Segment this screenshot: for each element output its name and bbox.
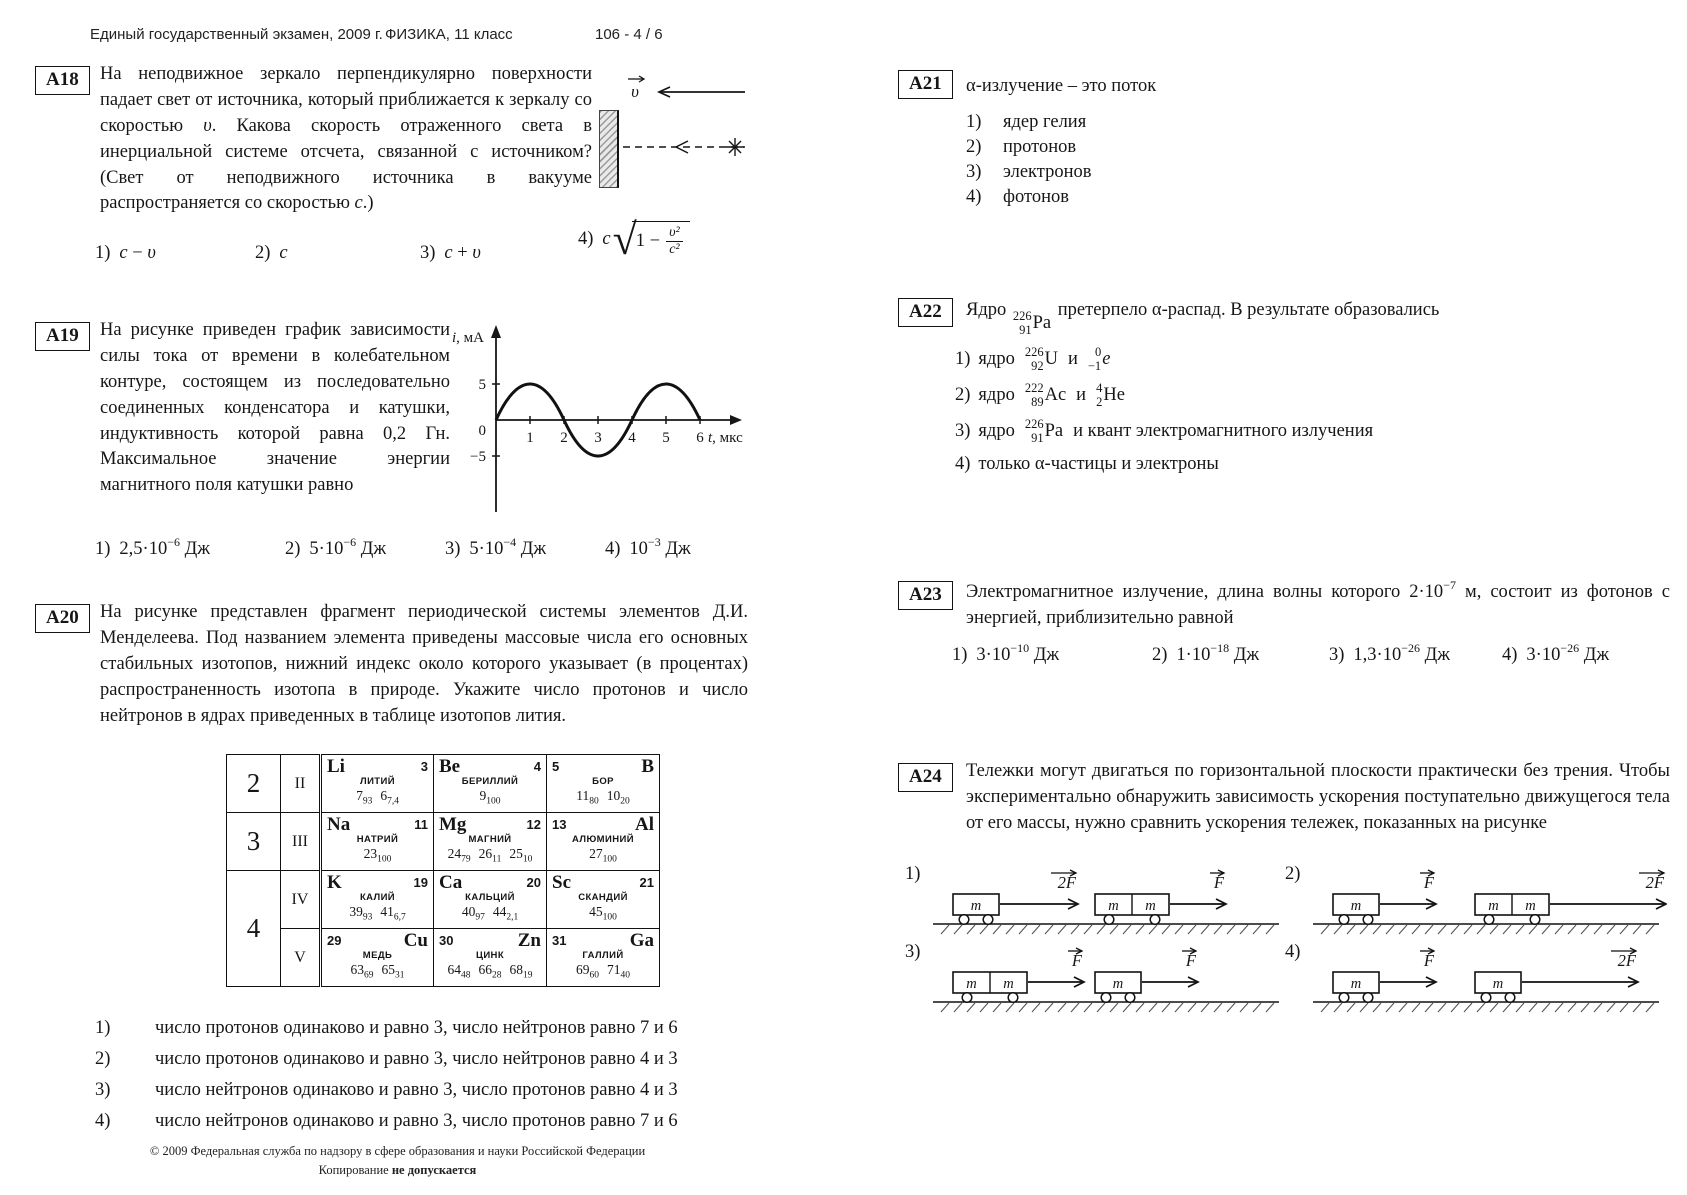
isotope-entry: $23_{100}$: [363, 846, 392, 865]
answer-option: 1) $3\cdot 10^{-10}$ Дж: [952, 641, 1060, 666]
period-number: 4: [227, 871, 281, 987]
force-label: F: [1071, 951, 1082, 970]
element-cell-be: [434, 755, 547, 813]
row-group-label: III: [281, 813, 321, 871]
isotope-entry: $25_{10}$: [509, 846, 533, 865]
answer-option: 1) ядро 226 92 U и 0 −1 e: [955, 345, 1111, 373]
element-symbol: Be: [439, 756, 461, 777]
isotope-entry: $9_{100}$: [479, 788, 501, 807]
velocity-label: υ: [631, 82, 639, 101]
a18-figure: [595, 66, 760, 211]
answer-option: 3) $1,3\cdot 10^{-26}$ Дж: [1329, 641, 1451, 666]
element-name: КАЛИЙ: [359, 892, 396, 903]
isotope-entry: $11_{80}$: [576, 788, 599, 807]
period-number: 2: [227, 755, 281, 813]
answer-option: 3) $5\cdot 10^{-4}$ Дж: [445, 535, 547, 560]
element-symbol: Ga: [629, 930, 654, 951]
isotope-list: [327, 788, 428, 807]
question-text-a19: На рисунке приведен график зависимости силы тока от времени в колебательном контуре, состоящем из последовательно соединенных конденсатора и катушки, индуктивность которой равна 0,2 Гн. Максимальное значение энергии магнитного поля катушки равно: [100, 320, 450, 496]
cart-mass-label: m: [1350, 898, 1362, 914]
element-cell-al: [547, 813, 660, 871]
cart-mass-label: m: [1492, 976, 1504, 992]
question-label-a18: А18: [35, 66, 90, 95]
nuclide: 4 2 He: [1096, 381, 1125, 409]
element-symbol: Sc: [552, 872, 571, 893]
element-cell-sc: [547, 871, 660, 929]
svg-text:1: 1: [526, 430, 534, 446]
force-label: 2F: [1057, 873, 1076, 892]
element-symbol: K: [327, 872, 342, 893]
isotope-list: [552, 846, 654, 865]
element-symbol: Cu: [403, 930, 428, 951]
element-symbol: Na: [327, 814, 351, 835]
question-text-a22: Ядро 226 91 Pa претерпело α-распад. В результате образовались: [966, 300, 1440, 337]
cart-diagram-drawing: [927, 940, 1287, 1022]
element-symbol: B: [641, 756, 654, 777]
answer-option: 4) $10^{-3}$ Дж: [605, 535, 691, 560]
atomic-number: 4: [533, 759, 541, 774]
isotope-list: [552, 962, 654, 981]
atomic-number: 31: [552, 933, 567, 948]
diagram-number: 3): [905, 942, 921, 962]
isotope-list: [439, 962, 541, 981]
element-cell-na: [321, 813, 434, 871]
isotope-entry: $10_{20}$: [606, 788, 630, 807]
element-name: КАЛЬЦИЙ: [465, 892, 515, 903]
answer-option: 2) протонов: [966, 137, 1077, 157]
atomic-number: 19: [413, 875, 428, 890]
question-label-a20: А20: [35, 604, 90, 633]
cart-mass-label: m: [1145, 898, 1156, 914]
cart-diagram-drawing: [1307, 862, 1667, 944]
answer-option: 4) только α-частицы и электроны: [955, 454, 1219, 474]
question-text-a23: Электромагнитное излучение, длина волны которого $2\cdot 10^{-7}$ м, состоит из фотонов с энергией, приблизительно равной: [966, 578, 1671, 629]
question-label-a21: А21: [898, 70, 953, 99]
isotope-entry: $40_{97}$: [461, 904, 485, 923]
element-symbol: Zn: [517, 930, 541, 951]
answer-option: 2) число протонов одинаково и равно 3, число нейтронов равно 4 и 3: [95, 1049, 678, 1069]
diagram-number: 1): [905, 864, 921, 884]
x-axis-label: t, мкс: [708, 430, 743, 446]
question-label-a22: А22: [898, 298, 953, 327]
isotope-list: [552, 788, 654, 807]
svg-text:0: 0: [478, 423, 486, 439]
svg-text:5: 5: [478, 377, 486, 393]
diagram-number: 4): [1285, 942, 1301, 962]
question-text-a18: На неподвижное зеркало перпендикулярно поверхности падает свет от источника, который приближается к зеркалу со скоростью υ. Какова скорость отраженного света в инерциальной системе отсчета, связанной с источником? (Свет от неподвижного источника в вакууме распространяется со скоростью c.): [100, 64, 592, 214]
atomic-number: 29: [327, 933, 342, 948]
header-page-code: 106 - 4 / 6: [595, 26, 663, 43]
y-axis-label: i, мА: [452, 330, 484, 346]
element-symbol: Ca: [439, 872, 463, 893]
cart-mass-label: m: [1350, 976, 1362, 992]
question-text-a24: Тележки могут двигаться по горизонтальной плоскости практически без трения. Чтобы экспериментально обнаружить зависимость ускорения поступательно движущегося тела от его массы, нужно сравнить ускорения тележек, показанных на рисунке: [966, 761, 1670, 833]
atomic-number: 21: [639, 875, 654, 890]
force-label: F: [1185, 951, 1196, 970]
right-column: [893, 0, 1683, 1195]
isotope-entry: $45_{100}$: [589, 904, 617, 923]
row-group-label: II: [281, 755, 321, 813]
element-symbol: Mg: [439, 814, 467, 835]
force-label: F: [1423, 873, 1434, 892]
element-cell-k: [321, 871, 434, 929]
answer-option: 1) число протонов одинаково и равно 3, число нейтронов равно 7 и 6: [95, 1018, 678, 1038]
isotope-entry: $63_{69}$: [350, 962, 374, 981]
footer-no-copy: Копирование не допускается: [318, 1163, 477, 1177]
nuclide: 226 92 U: [1024, 345, 1058, 373]
answer-option: 3) электронов: [966, 162, 1092, 182]
answer-option: 4) фотонов: [966, 187, 1069, 207]
atomic-number: 30: [439, 933, 454, 948]
element-name: МАГНИЙ: [468, 834, 512, 845]
element-symbol: Al: [635, 814, 654, 835]
question-label-a24: А24: [898, 763, 953, 792]
question-text-a20: На рисунке представлен фрагмент периодической системы элементов Д.И. Менделеева. Под названием элемента приведены массовые числа его основных стабильных изотопов, нижний индекс около которого указывает (в процентах) распространенность изотопа в природе. Укажите число протонов и число нейтронов в ядрах приведенных в таблице изотопов лития.: [100, 602, 748, 726]
element-cell-mg: [434, 813, 547, 871]
a19-current-graph: [438, 320, 758, 525]
periodic-table-fragment: [226, 754, 660, 987]
element-name: ГАЛЛИЙ: [582, 950, 624, 961]
isotope-entry: $26_{11}$: [478, 846, 502, 865]
fraction: $\frac{\text{υ²}}{\text{c²}}$: [666, 225, 683, 260]
cart-mass-label: m: [966, 976, 977, 992]
answer-option: 3) число нейтронов одинаково и равно 3, число протонов равно 4 и 3: [95, 1080, 678, 1100]
isotope-entry: $41_{6,7}$: [380, 904, 406, 923]
isotope-list: [552, 904, 654, 923]
cart-diagram-3: [905, 940, 1290, 1022]
isotope-entry: $64_{48}$: [447, 962, 471, 981]
isotope-list: [327, 904, 428, 923]
svg-text:5: 5: [662, 430, 670, 446]
element-name: ЛИТИЙ: [360, 776, 395, 787]
light-source-star-icon: [726, 138, 744, 156]
nuclide: 226 91 Pa: [1024, 417, 1064, 445]
answer-option-sqrt: 4) c √ 1 − $\frac{\text{υ²}}{\text{c²}}$: [578, 220, 690, 260]
cart-diagram-drawing: [927, 862, 1287, 944]
isotope-entry: $68_{19}$: [509, 962, 533, 981]
isotope-list: [439, 788, 541, 807]
element-cell-b: [547, 755, 660, 813]
square-root-formula: √ 1 − $\frac{\text{υ²}}{\text{c²}}$: [611, 220, 690, 260]
left-column: [30, 0, 765, 1195]
element-name: НАТРИЙ: [356, 834, 399, 845]
answer-option: 2) ядро 222 89 Ac и 4 2 He: [955, 381, 1125, 409]
footer-copyright: © 2009 Федеральная служба по надзору в сфере образования и науки Российской Федерации: [149, 1144, 646, 1158]
element-cell-ga: [547, 929, 660, 987]
atomic-number: 12: [526, 817, 541, 832]
force-label: 2F: [1617, 951, 1636, 970]
isotope-entry: $27_{100}$: [589, 846, 617, 865]
element-symbol: Li: [327, 756, 345, 777]
cart-mass-label: m: [1112, 976, 1124, 992]
isotope-entry: $6_{7,4}$: [380, 788, 399, 807]
diagram-number: 2): [1285, 864, 1301, 884]
force-label: F: [1213, 873, 1224, 892]
answer-option: 1) c − υ: [95, 243, 156, 263]
isotope-entry: $71_{40}$: [607, 962, 630, 981]
element-name: МЕДЬ: [362, 950, 393, 961]
question-text-a21: α-излучение – это поток: [966, 76, 1157, 96]
header-exam-title: Единый государственный экзамен, 2009 г.: [90, 26, 383, 43]
atomic-number: 20: [526, 875, 541, 890]
cart-mass-label: m: [1488, 898, 1499, 914]
a18-figure-drawing: [595, 66, 760, 211]
isotope-entry: $44_{2,1}$: [492, 904, 519, 923]
isotope-entry: $24_{79}$: [447, 846, 471, 865]
graph-svg: [438, 320, 758, 520]
force-label: F: [1423, 951, 1434, 970]
row-group-label: V: [281, 929, 321, 987]
svg-text:3: 3: [594, 430, 602, 446]
isotope-list: [439, 904, 541, 923]
question-label-a19: А19: [35, 322, 90, 351]
nuclide: 222 89 Ac: [1024, 381, 1067, 409]
atomic-number: 3: [420, 759, 428, 774]
answer-option: 2) c: [255, 243, 288, 263]
cart-diagram-4: [1285, 940, 1670, 1022]
period-number: 3: [227, 813, 281, 871]
element-cell-zn: [434, 929, 547, 987]
cart-diagram-1: [905, 862, 1290, 944]
answer-option: 3) c + υ: [420, 243, 481, 263]
cart-mass-label: m: [1003, 976, 1014, 992]
element-cell-ca: [434, 871, 547, 929]
row-group-label: IV: [281, 871, 321, 929]
svg-text:6: 6: [696, 430, 704, 446]
element-name: БЕРИЛЛИЙ: [461, 776, 519, 787]
atomic-number: 13: [552, 817, 567, 832]
cart-mass-label: m: [1525, 898, 1536, 914]
element-name: АЛЮМИНИЙ: [572, 834, 634, 845]
force-label: 2F: [1645, 873, 1664, 892]
atomic-number: 5: [552, 759, 560, 774]
radical-sign: √: [612, 215, 637, 264]
answer-option: 4) число нейтронов одинаково и равно 3, число протонов равно 7 и 6: [95, 1111, 678, 1131]
isotope-entry: $66_{28}$: [478, 962, 502, 981]
cart-mass-label: m: [1108, 898, 1119, 914]
svg-text:2: 2: [560, 430, 568, 446]
element-name: ЦИНК: [475, 950, 505, 961]
element-cell-li: [321, 755, 434, 813]
atomic-number: 11: [414, 817, 428, 832]
nuclide: 226 91 Pa: [1012, 309, 1052, 337]
isotope-entry: $69_{60}$: [576, 962, 599, 981]
header-subject: ФИЗИКА, 11 класс: [385, 26, 513, 43]
question-label-a23: А23: [898, 581, 953, 610]
isotope-list: [439, 846, 541, 865]
isotope-entry: $7_{93}$: [356, 788, 373, 807]
nuclide: 0 −1 e: [1087, 345, 1111, 373]
answer-option: 3) ядро 226 91 Pa и квант электромагнитного излучения: [955, 417, 1374, 445]
answer-option: 4) $3\cdot 10^{-26}$ Дж: [1502, 641, 1610, 666]
cart-mass-label: m: [970, 898, 982, 914]
cart-diagram-drawing: [1307, 940, 1667, 1022]
element-name: БОР: [592, 776, 614, 787]
answer-option: 1) $2,5\cdot 10^{-6}$ Дж: [95, 535, 211, 560]
svg-text:4: 4: [628, 430, 636, 446]
answer-option: 1) ядер гелия: [966, 112, 1087, 132]
isotope-list: [327, 962, 428, 981]
isotope-entry: $65_{31}$: [381, 962, 405, 981]
answer-option: 2) $1\cdot 10^{-18}$ Дж: [1152, 641, 1260, 666]
isotope-entry: $39_{93}$: [349, 904, 373, 923]
answer-option: 2) $5\cdot 10^{-6}$ Дж: [285, 535, 387, 560]
isotope-list: [327, 846, 428, 865]
element-cell-cu: [321, 929, 434, 987]
element-name: СКАНДИЙ: [578, 892, 628, 903]
cart-diagram-2: [1285, 862, 1670, 944]
svg-text:−5: −5: [470, 449, 486, 465]
